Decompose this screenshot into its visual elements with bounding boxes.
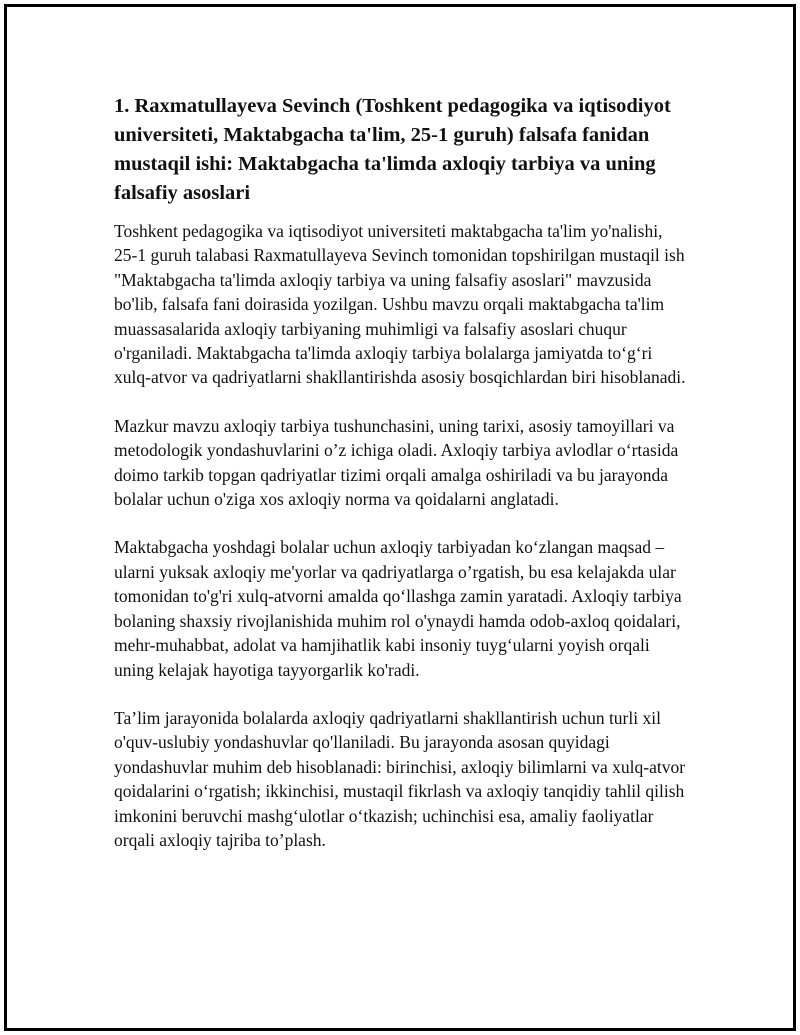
document-title: 1. Raxmatullayeva Sevinch (Toshkent pedagogika va iqtisodiyot universiteti, Maktabgacha ta'lim, 25-1 guruh) falsafa fanidan mustaqil ishi: Maktabgacha ta'limda axloqiy tarbiya va uning falsafiy asoslari bbox=[114, 95, 671, 204]
paragraph-2: Mazkur mavzu axloqiy tarbiya tushunchasini, uning tarixi, asosiy tamoyillari va metodologik yondashuvlarini o’z ichiga oladi. Axloqiy tarbiya avlodlar o‘rtasida doimo tarkib topgan qadriyatlar tizimi orqali amalga oshiriladi va bu jarayonda bolalar uchun o'ziga xos axloqiy norma va qoidalarni anglatadi. bbox=[114, 415, 679, 510]
paragraph-3: Maktabgacha yoshdagi bolalar uchun axloqiy tarbiyadan ko‘zlangan maqsad – ularni yuksak axloqiy me'yorlar va qadriyatlarga o’rgatish, bu esa kelajakda ular tomonidan to'g'ri xulq-atvorni amalda qo‘llashga zamin yaratadi. Axloqiy tarbiya bolaning shaxsiy rivojlanishida muhim rol o'ynaydi hamda odob-axloq qoidalari, mehr-muhabbat, adolat va hamjihatlik kabi insoniy tuyg‘ularni yoyish orqali uning kelajak hayotiga tayyorgarlik ko'radi. bbox=[114, 537, 682, 680]
paragraph-4: Ta’lim jarayonida bolalarda axloqiy qadriyatlarni shakllantirish uchun turli xil o'quv-uslubiy yondashuvlar qo'llaniladi. Bu jarayonda asosan quyidagi yondashuvlar muhim deb hisoblanadi: birinchisi, axloqiy bilimlarni va xulq-atvor qoidalarini o‘rgatish; ikkinchisi, mustaqil fikrlash va axloqiy tanqidiy tahlil qilish imkonini beruvchi mashg‘ulotlar o‘tkazish; uchinchisi esa, amaliy faoliyatlar orqali axloqiy tajriba to’plash. bbox=[114, 707, 686, 850]
paragraph-1: Toshkent pedagogika va iqtisodiyot universiteti maktabgacha ta'lim yo'nalishi, 25-1 guruh talabasi Raxmatullayeva Sevinch tomonidan topshirilgan mustaqil ish "Maktabgacha ta'limda axloqiy tarbiya va uning falsafiy asoslari" mavzusida bo'lib, falsafa fani doirasida yozilgan. Ushbu mavzu orqali maktabgacha ta'lim muassasalarida axloqiy tarbiyaning muhimligi va falsafiy asoslari chuqur o'rganiladi. Maktabgacha ta'limda axloqiy tarbiya bolalarga jamiyatda to‘g‘ri xulq-atvor va qadriyatlarni shakllantirishda asosiy bosqichlardan biri hisoblanadi. bbox=[114, 221, 686, 388]
document-body bbox=[114, 92, 689, 876]
